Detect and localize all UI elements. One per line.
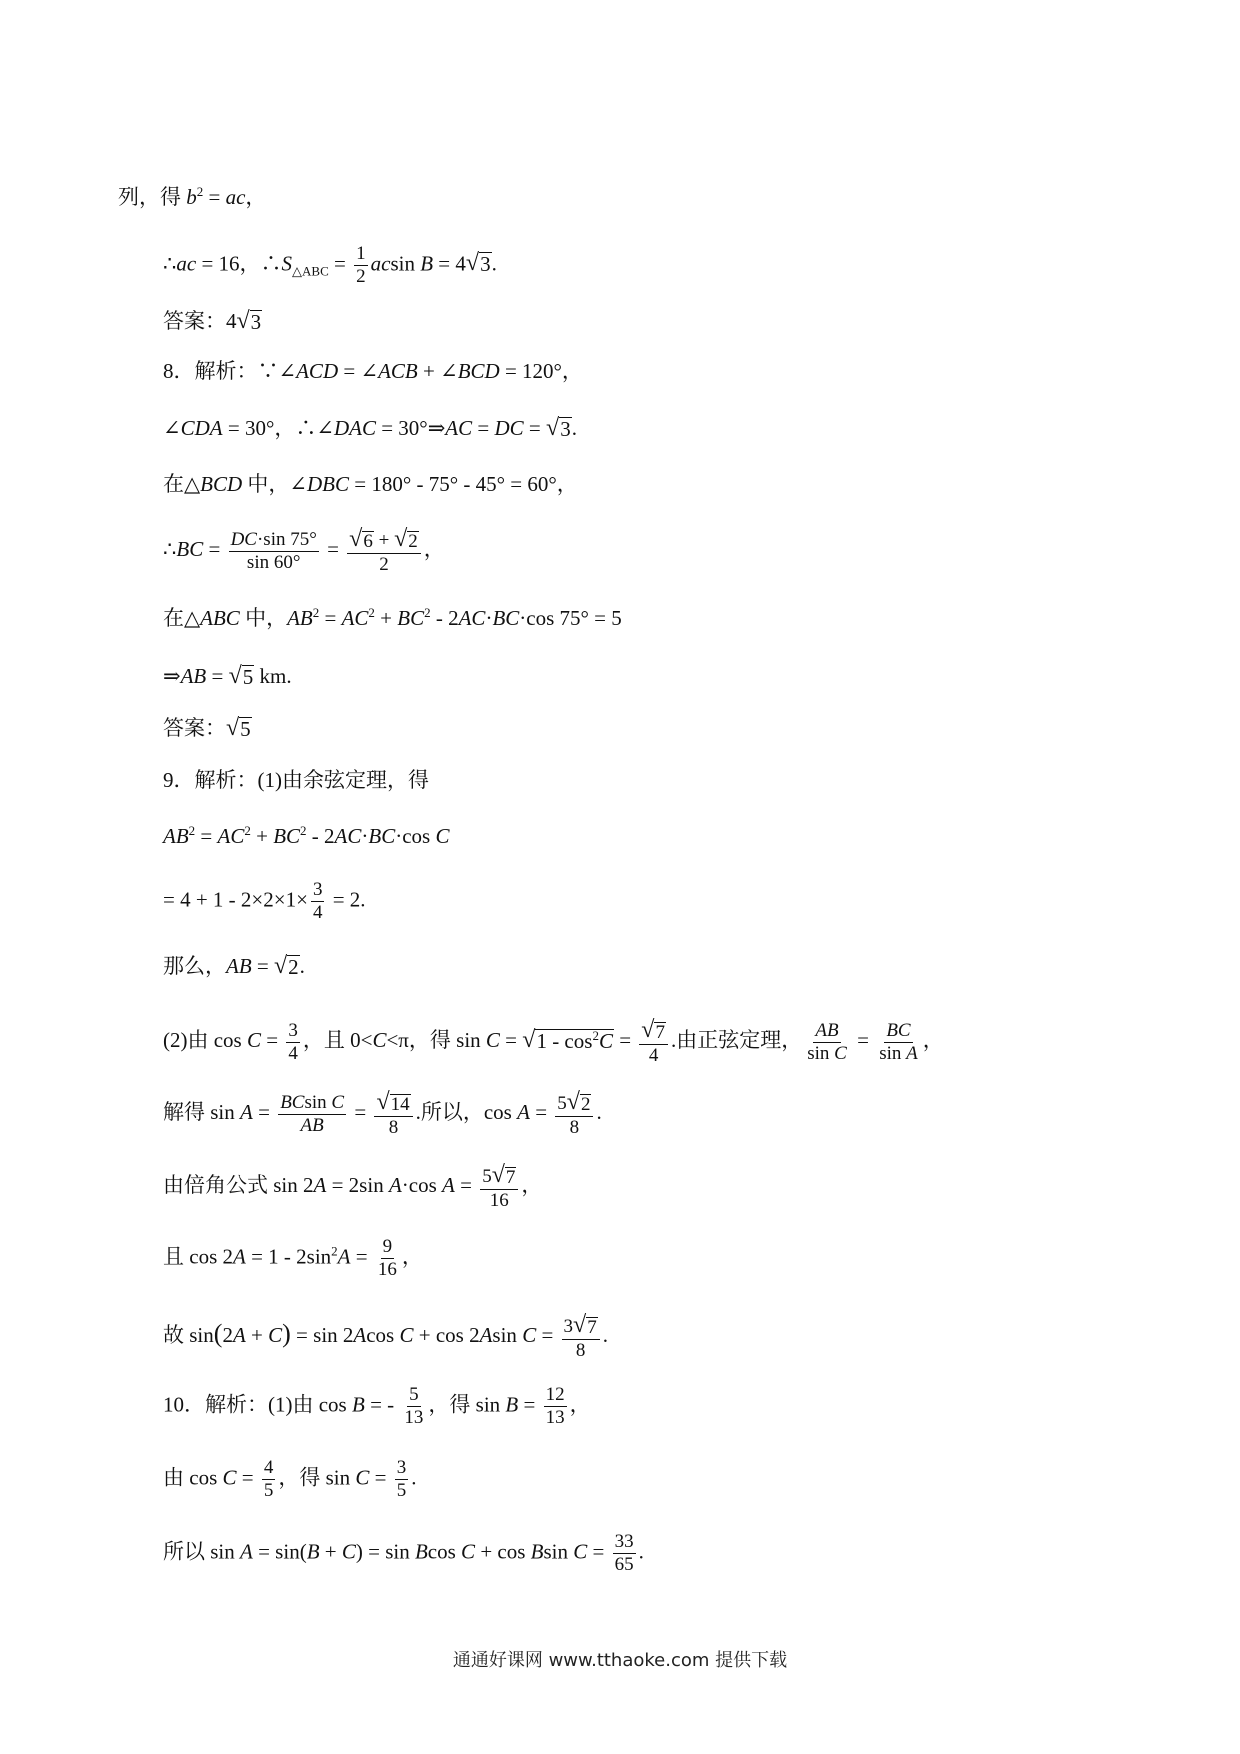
sqrt: √ 2 (274, 953, 299, 979)
var: C (834, 1042, 847, 1064)
text: = (350, 1244, 373, 1269)
fraction (877, 1021, 920, 1064)
text: + (245, 1322, 269, 1347)
numerator (562, 1313, 600, 1340)
var: C (372, 1027, 387, 1052)
var: AB (226, 954, 252, 978)
text: . (411, 1465, 417, 1490)
text: . (571, 416, 577, 440)
var: b (186, 185, 197, 209)
radicand: 7 (655, 1022, 665, 1044)
text: . (602, 1322, 608, 1347)
text: = - (364, 1392, 400, 1417)
text: = (587, 1539, 610, 1564)
numerator: 9 (382, 1236, 393, 1257)
radicand (535, 1029, 614, 1052)
solution-line (163, 1313, 608, 1361)
sqrt: √ 2 (566, 1089, 591, 1116)
text: + (374, 606, 398, 630)
numerator (555, 1090, 593, 1117)
text: = (851, 1027, 875, 1052)
numerator (639, 1018, 668, 1045)
text: = (319, 606, 342, 630)
var: S (281, 251, 293, 276)
var: C (573, 1539, 588, 1564)
var: B (420, 251, 434, 276)
text: 解得 sin (163, 1099, 241, 1124)
text: 2 (222, 1322, 233, 1347)
text: · (485, 606, 493, 630)
solution-line (118, 184, 267, 209)
fraction (262, 1458, 276, 1501)
text: ， (245, 185, 267, 209)
denominator: 2 (379, 554, 389, 576)
var: C (461, 1539, 476, 1564)
numerator: 5 (409, 1384, 419, 1405)
var: C (485, 1027, 500, 1052)
text: 在△ (163, 606, 201, 630)
radicand: 2 (580, 1094, 591, 1116)
text: - 2 (430, 606, 459, 630)
text: = 4 (433, 251, 466, 276)
var: A (240, 1099, 253, 1124)
radicand: 7 (505, 1167, 516, 1189)
fraction (229, 530, 319, 573)
text: ，且 0< (302, 1027, 373, 1052)
sqrt: √ 6 (349, 526, 373, 553)
radicand: 3 (250, 309, 262, 334)
var: C (522, 1322, 537, 1347)
var: AC (334, 824, 362, 848)
text: sin (807, 1042, 835, 1064)
numerator (813, 1021, 840, 1043)
solution-line (163, 770, 429, 791)
var: C (331, 1091, 345, 1113)
text: 5 (557, 1093, 567, 1114)
text: ， (922, 1027, 944, 1052)
text: ) = sin (355, 1539, 415, 1564)
text: ， (569, 1392, 591, 1417)
text: 1 - cos (536, 1028, 593, 1053)
text: 9．解析：(1)由余弦定理，得 (163, 768, 429, 792)
text: 中， (239, 606, 288, 630)
fraction (278, 1093, 346, 1136)
text: cos (366, 1322, 400, 1347)
var: C (399, 1322, 414, 1347)
var: ABC (200, 606, 240, 630)
solution-line (163, 244, 497, 287)
text: 那么， (163, 954, 226, 978)
var: C (268, 1322, 283, 1347)
var: C (246, 1027, 261, 1052)
numerator: 3 (396, 1457, 407, 1478)
text: .所以，cos (415, 1099, 518, 1124)
fraction (480, 1163, 518, 1211)
sqrt: √ 3 (465, 250, 491, 277)
var: AB (287, 606, 313, 630)
denominator: 16 (489, 1190, 509, 1212)
fraction (805, 1021, 849, 1064)
var: DAC (333, 416, 376, 440)
var: DC (230, 528, 257, 550)
fraction (544, 1385, 567, 1428)
exponent: 2 (312, 605, 320, 620)
text: = (252, 1099, 276, 1124)
text: ·sin 75° (256, 528, 317, 550)
text: = 180° - 75° - 45° = 60°， (349, 472, 578, 496)
solution-line (163, 1163, 542, 1211)
text: 故 sin (163, 1322, 214, 1347)
solution-line (163, 1090, 602, 1138)
var: ACB (378, 359, 418, 383)
var: A (388, 1172, 402, 1197)
solution-line (163, 880, 366, 923)
text: = (529, 1099, 553, 1124)
text: + cos 2 (413, 1322, 480, 1347)
solution-line (163, 954, 305, 978)
var: BC (280, 1091, 305, 1113)
denominator: 13 (545, 1406, 565, 1428)
sqrt: √ 7 (491, 1162, 516, 1189)
text: = (369, 1465, 392, 1490)
text: = (499, 1027, 523, 1052)
var: C (355, 1465, 370, 1490)
text: = (349, 1099, 372, 1124)
denominator (877, 1043, 920, 1064)
solution-line (163, 1018, 944, 1066)
text: ∴ (163, 536, 177, 561)
text: = (261, 1027, 284, 1052)
radicand: 14 (390, 1094, 410, 1116)
fraction (395, 1458, 409, 1501)
denominator: 4 (288, 1042, 298, 1064)
var: A (442, 1172, 455, 1197)
text: = (518, 1392, 541, 1417)
text: = 1 - 2sin (245, 1244, 332, 1269)
page-footer: 通通好课网 www.tthaoke.com 提供下载 (452, 1650, 788, 1671)
var: A (479, 1322, 493, 1347)
text: + (319, 1539, 342, 1564)
var: DC (494, 416, 524, 440)
var: B (530, 1539, 544, 1564)
var: C (222, 1465, 237, 1490)
exponent: 2 (331, 1243, 338, 1259)
numerator (347, 527, 421, 554)
text: sin (304, 1091, 332, 1113)
denominator: 4 (648, 1045, 659, 1067)
solution-line (163, 1532, 644, 1575)
fraction (311, 880, 325, 923)
denominator: 16 (377, 1258, 397, 1280)
text: = 2sin (326, 1172, 389, 1197)
sqrt: √ 5 (226, 715, 251, 741)
var: CDA (180, 416, 223, 440)
fraction (562, 1313, 600, 1361)
radicand: 3 (560, 416, 571, 441)
text: = 30°，∴∠ (222, 416, 334, 440)
var: ac (225, 185, 246, 209)
radicand: 5 (242, 664, 254, 689)
text: = 2. (327, 887, 366, 912)
text: 10．解析：(1)由 cos (163, 1392, 352, 1417)
var: A (232, 1322, 246, 1347)
solution-line (163, 416, 577, 440)
denominator (805, 1043, 849, 1064)
numerator (374, 1090, 412, 1117)
answer-line (163, 716, 252, 740)
fraction (347, 527, 421, 575)
var: B (351, 1392, 365, 1417)
denominator: 2 (356, 265, 366, 287)
text: cos (427, 1539, 462, 1564)
text: 5 (482, 1166, 492, 1187)
text: km. (254, 664, 292, 688)
var: C (435, 824, 450, 848)
radicand: 2 (288, 954, 299, 979)
text: 由 cos (163, 1465, 223, 1490)
denominator: 13 (404, 1406, 424, 1428)
var: A (906, 1042, 918, 1064)
sqrt: √ 3 (546, 415, 571, 441)
solution-line (163, 605, 622, 630)
text: ，得 sin (278, 1465, 356, 1490)
text: . (596, 1099, 602, 1124)
text: = ∠ (338, 359, 379, 383)
text: 答案： (163, 716, 226, 740)
denominator: 4 (312, 901, 323, 923)
text: 且 cos 2 (163, 1244, 233, 1269)
radicand: 6 (363, 531, 373, 553)
var: DBC (307, 472, 350, 496)
text: ， (521, 1172, 543, 1197)
solution-line (163, 1237, 423, 1280)
text: = (523, 416, 547, 440)
var: A (233, 1244, 246, 1269)
var: BCD (457, 359, 500, 383)
denominator (299, 1115, 326, 1136)
text: = (203, 185, 226, 209)
text: 所以 sin (163, 1539, 241, 1564)
var: B (306, 1539, 320, 1564)
numerator: 12 (545, 1384, 565, 1405)
denominator: 5 (263, 1479, 274, 1501)
text: ( (213, 1318, 223, 1348)
denominator: 8 (575, 1340, 586, 1362)
text: + (250, 824, 274, 848)
var: AB (163, 824, 189, 848)
numerator (229, 530, 319, 552)
sqrt: √ 3 (236, 308, 262, 334)
exponent: 2 (244, 823, 251, 838)
text: <π，得 sin (386, 1027, 486, 1052)
text: sin (492, 1322, 523, 1347)
denominator: sin 60° (246, 551, 301, 573)
text: sin (390, 251, 421, 276)
var: BC (492, 606, 520, 630)
text: 由倍角公式 sin 2 (163, 1172, 314, 1197)
text: 答案：4 (163, 309, 237, 333)
text: = (613, 1027, 637, 1052)
text: ，得 sin (428, 1392, 506, 1417)
var: C (598, 1028, 613, 1053)
fraction (555, 1090, 593, 1138)
exponent: 2 (592, 1027, 599, 1043)
sqrt: √ $1 - \cos^2C$ (522, 1026, 613, 1053)
var: BC (273, 824, 301, 848)
text: 在△ (163, 472, 201, 496)
var: C (341, 1539, 356, 1564)
text: = 16，∴ (196, 251, 282, 276)
solution-line (163, 823, 450, 848)
text: sin (543, 1539, 574, 1564)
text: + ∠ (417, 359, 458, 383)
var: A (337, 1244, 351, 1269)
answer-line (163, 309, 262, 333)
text: 3 (563, 1316, 574, 1337)
text: 列，得 (118, 185, 187, 209)
text: = (251, 954, 274, 978)
var: A (240, 1539, 253, 1564)
var: AB (300, 1114, 324, 1136)
text: + cos (475, 1539, 531, 1564)
text: + (373, 530, 395, 551)
text: = (236, 1465, 259, 1490)
text: = (203, 536, 226, 561)
var: AC (445, 416, 473, 440)
denominator: 5 (396, 1479, 407, 1501)
var: A (517, 1099, 530, 1124)
var: B (505, 1392, 519, 1417)
radicand: 3 (480, 252, 491, 277)
text: . (299, 954, 305, 978)
text: = (321, 536, 345, 561)
fraction (286, 1021, 300, 1064)
sqrt: √ 5 (228, 663, 254, 689)
text: ·cos (401, 1172, 443, 1197)
text: = 4 + 1 - 2×2×1× (163, 887, 308, 912)
sqrt: √ 14 (376, 1089, 410, 1116)
text: = (454, 1172, 478, 1197)
exponent: 2 (188, 823, 196, 838)
exponent: 2 (196, 184, 204, 199)
var: ACD (296, 359, 339, 383)
text: sin (879, 1042, 907, 1064)
text: = (536, 1322, 559, 1347)
fraction (354, 244, 368, 287)
solution-line (163, 527, 445, 575)
var: AC (458, 606, 486, 630)
text: = (472, 416, 495, 440)
text: = 120°， (499, 359, 583, 383)
text: = sin( (252, 1539, 307, 1564)
subscript: △ABC (292, 263, 329, 279)
numerator (480, 1163, 518, 1190)
var: B (414, 1539, 428, 1564)
sqrt: √ 7 (641, 1017, 665, 1044)
fraction (613, 1532, 636, 1575)
var: BCD (200, 472, 243, 496)
fraction (376, 1237, 399, 1280)
text: 中，∠ (242, 472, 308, 496)
text: 8．解析：∵∠ (163, 359, 297, 383)
numerator: 1 (356, 243, 366, 264)
var: AC (341, 606, 369, 630)
solution-line (163, 474, 578, 495)
radicand: 2 (408, 531, 418, 553)
var: ac (370, 251, 391, 276)
fraction (639, 1018, 668, 1066)
var: AB (815, 1019, 839, 1041)
fraction (374, 1090, 412, 1138)
sqrt: √ 2 (394, 526, 418, 553)
exponent: 2 (368, 605, 375, 620)
var: BC (368, 824, 396, 848)
numerator (278, 1093, 346, 1115)
text: = (206, 664, 229, 688)
exponent: 2 (300, 823, 307, 838)
numerator: 3 (312, 879, 323, 900)
denominator: 65 (614, 1553, 634, 1575)
exponent: 2 (424, 605, 431, 620)
numerator: 33 (614, 1531, 634, 1552)
text: = 30°⇒ (375, 416, 446, 440)
solution-line (163, 664, 292, 688)
solution-line (163, 361, 583, 382)
var: AB (180, 664, 207, 688)
var: BC (397, 606, 425, 630)
text: = (328, 251, 352, 276)
text: ·cos 75° = 5 (519, 606, 622, 630)
radicand: 7 (587, 1317, 597, 1339)
text: . (491, 251, 497, 276)
text: .由正弦定理， (670, 1027, 803, 1052)
var: A (353, 1322, 367, 1347)
text: ⇒ (163, 664, 181, 688)
numerator: 4 (263, 1457, 274, 1478)
numerator (884, 1021, 912, 1043)
text: ， (423, 536, 445, 561)
fraction (402, 1385, 425, 1428)
denominator: 8 (569, 1117, 580, 1139)
solution-line (163, 1385, 591, 1428)
radicand: 5 (240, 716, 251, 741)
text: ， (401, 1244, 423, 1269)
text: = (195, 824, 218, 848)
text: ∴ (163, 251, 177, 276)
solution-line (163, 1458, 416, 1501)
text: ·cos (395, 824, 436, 848)
var: BC (176, 536, 204, 561)
denominator: 8 (388, 1117, 399, 1139)
var: AC (217, 824, 245, 848)
text: · (361, 824, 369, 848)
numerator: 3 (288, 1019, 298, 1041)
sqrt: √ 7 (573, 1312, 597, 1339)
text: - 2 (306, 824, 335, 848)
text: ) (282, 1318, 291, 1348)
var: A (313, 1172, 327, 1197)
var: ac (176, 251, 197, 276)
text: = sin 2 (290, 1322, 354, 1347)
text: . (638, 1539, 644, 1564)
text: ∠ (163, 416, 181, 440)
text: (2)由 cos (163, 1027, 247, 1052)
var: BC (886, 1019, 911, 1041)
